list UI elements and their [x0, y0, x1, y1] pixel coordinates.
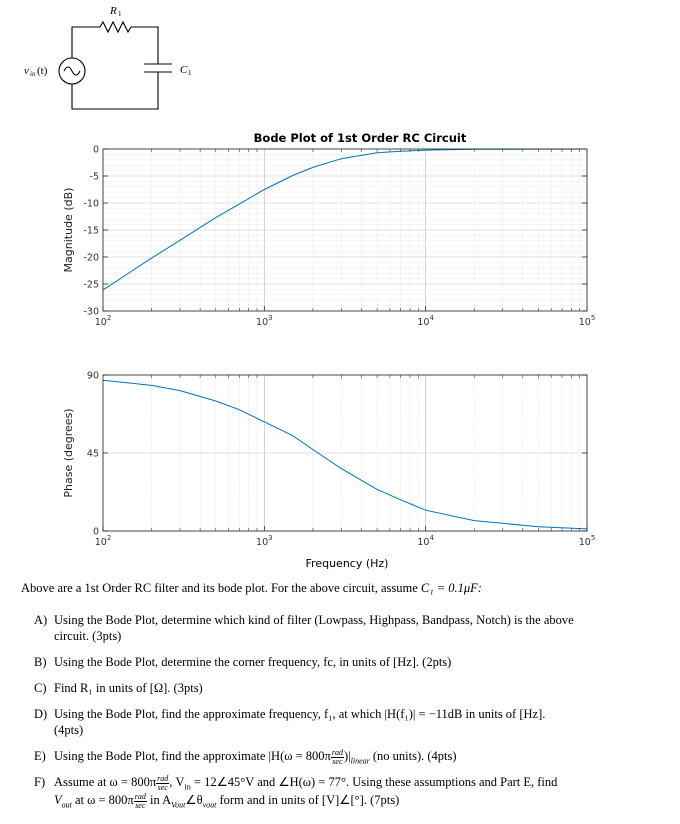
x-tick-exponent: 4 [429, 534, 434, 542]
question-text: Using the Bode Plot, determine which kind of filter (Lowpass, Highpass, Bandpass, Notch) is the above [54, 613, 574, 627]
x-tick-label: $10^5$ [578, 314, 596, 328]
y-tick-label: -25 [83, 279, 99, 291]
question-label: D) [34, 707, 48, 721]
y-tick-label: -10 [83, 198, 99, 210]
question-text: Using the Bode Plot, find the approximate frequency, f₁, at which |H(f₁)| = −11dB in units of [Hz]. [54, 707, 546, 721]
y-tick-label: -5 [89, 171, 99, 183]
question-text-cont: circuit. (3pts) [54, 629, 122, 643]
problem-intro [21, 580, 661, 596]
x-tick-exponent: 3 [268, 534, 273, 542]
y-tick-label: 90 [86, 370, 99, 382]
y-axis-label: Magnitude (dB) [62, 187, 75, 273]
rc-circuit-diagram [0, 0, 240, 120]
resistor-symbol [100, 22, 131, 32]
bode-plot-figure [0, 125, 680, 575]
question-label: E) [34, 749, 46, 763]
question-text: Using the Bode Plot, determine the corner frequency, fc, in units of [Hz]. (2pts) [54, 655, 452, 669]
rad-per-sec-fraction: $\frac{\text{rad}}{\sec}$ [157, 773, 169, 792]
x-tick-label: $10^3$ [256, 534, 273, 548]
x-tick-label: $10^4$ [417, 534, 434, 548]
x-tick-label: $10^2$ [94, 314, 112, 328]
question-text-cont: (4pts) [54, 723, 84, 737]
bode-plot-title: Bode Plot of 1st Order RC Circuit [253, 131, 467, 145]
x-tick-exponent: 5 [590, 534, 596, 542]
intro-text: Above are a 1st Order RC filter and its bode plot. For the above circuit, assume [21, 581, 418, 595]
rad-per-sec-fraction: $\frac{\text{rad}}{\sec}$ [331, 747, 343, 766]
x-tick-exponent: 4 [429, 314, 434, 322]
x-tick-label: $10^4$ [417, 314, 434, 328]
question-label: B) [34, 655, 47, 669]
source-label-sub: in [30, 70, 36, 78]
question-text: Assume at ω = 800π $\frac{\text{rad}}{\sec}$ , $V_{in}$ = 12∠45°V and ∠H(ω) = 77°. Using these assumptions and Part E, find [54, 773, 558, 792]
x-tick-label: $10^3$ [256, 314, 273, 328]
y-tick-label: -20 [83, 252, 99, 264]
phase-plot [62, 371, 595, 549]
rad-per-sec-fraction: $\frac{\text{rad}}{\sec}$ [134, 791, 146, 810]
x-tick-exponent: 3 [268, 314, 273, 322]
question-text: Using the Bode Plot, find the approximate |H(ω = 800π $\frac{\text{rad}}{\sec}$ )$|_{linear}$ (no units). (4pts) [54, 747, 457, 766]
question-label: A) [34, 613, 48, 627]
y-tick-label: -15 [83, 225, 99, 237]
question-text: Find R₁ in units of [Ω]. (3pts) [54, 681, 203, 695]
y-tick-label: 45 [86, 448, 99, 460]
y-axis-label: Phase (degrees) [62, 408, 75, 498]
intro-math: C₁ = 0.1μF: [420, 581, 482, 595]
question-text-cont: $V_{out}$ at ω = 800π $\frac{\text{rad}}{\sec}$ in $A_{Vout}\angle\theta_{vout}$ form and in units of [V]∠[°]. (7pts) [54, 791, 400, 810]
y-tick-label: 0 [92, 526, 99, 538]
capacitor-label-sub: 1 [188, 69, 192, 77]
x-tick-exponent: 2 [106, 314, 112, 322]
question-label: F) [34, 775, 46, 789]
x-tick-label: $10^5$ [578, 534, 596, 548]
question-label: C) [34, 681, 47, 695]
x-tick-exponent: 5 [590, 314, 596, 322]
y-tick-label: -30 [83, 306, 99, 318]
capacitor-label: C [180, 64, 188, 76]
y-tick-label: 0 [92, 144, 99, 156]
resistor-label: R [110, 5, 117, 17]
source-label-arg: (t) [37, 65, 48, 77]
magnitude-plot [62, 145, 595, 329]
x-tick-exponent: 2 [106, 534, 112, 542]
resistor-label-sub: 1 [118, 10, 122, 18]
x-tick-label: $10^2$ [94, 534, 112, 548]
source-label: v [24, 65, 29, 77]
x-axis-label: Frequency (Hz) [305, 557, 389, 570]
